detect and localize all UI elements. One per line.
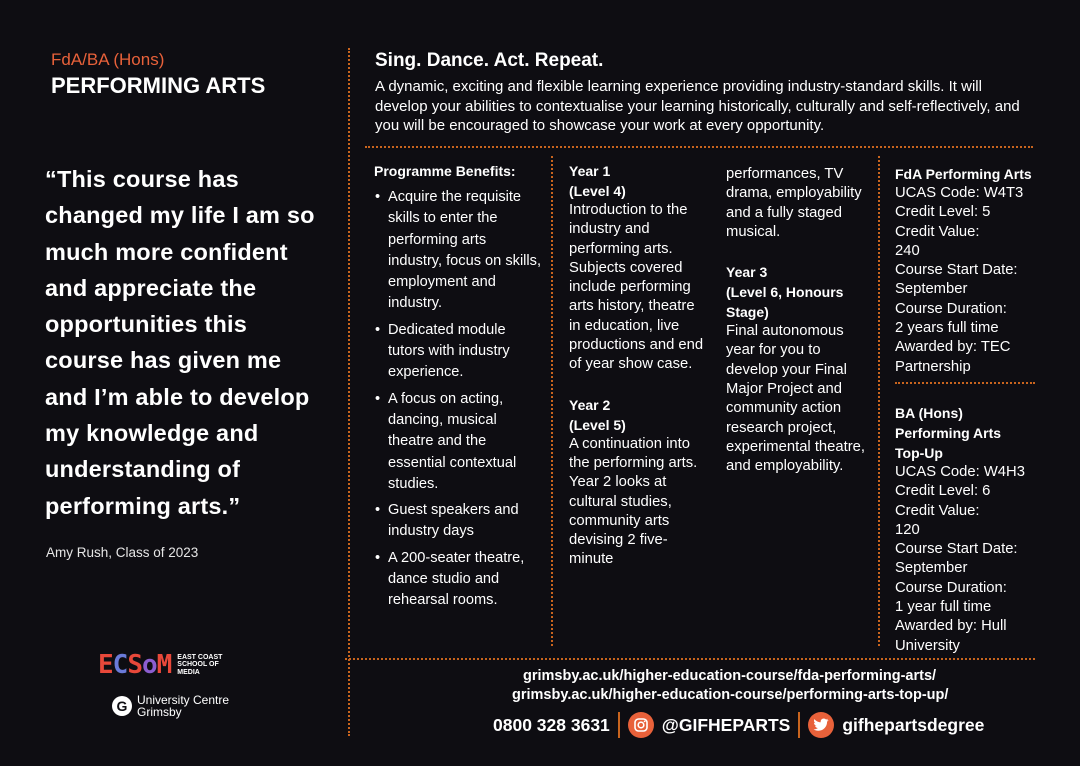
fda-credit-level: Credit Level: 5 [895,204,991,221]
headline: Sing. Dance. Act. Repeat. [375,50,604,71]
left-column-divider [348,48,350,736]
ba-awarded: Awarded by: Hull University [895,618,1007,654]
ecsom-logo-subtitle: EAST COAST SCHOOL OF MEDIA [177,653,223,676]
ba-start-label: Course Start Date: [895,541,1018,558]
ba-credit-value: 120 [895,521,920,538]
years-column-2 [726,165,876,477]
fda-start-label: Course Start Date: [895,262,1018,279]
contact-bar [493,712,984,738]
benefit-item: • A focus on acting, dancing, musical theatre and the essential contextual studies. [374,389,542,495]
instagram-handle[interactable]: @GIFHEPARTS [661,714,791,735]
year3-title: Year 3 [726,264,768,281]
year2-level: (Level 5) [569,416,626,433]
ecsom-logo-mark: ECSoM [98,650,172,680]
twitter-icon[interactable] [808,712,834,738]
course-title: PERFORMING ARTS [51,73,266,98]
ba-duration: 1 year full time [895,599,992,616]
years-column-1 [569,161,709,570]
ucg-line2: Grimsby [137,705,182,719]
student-quote: “This course has changed my life I am so much more confident and appreciate the opportunities this course has given me and I’m able to develop my knowledge and understanding of performing arts.” [45,166,315,519]
fda-ucas: UCAS Code: W4T3 [895,185,1024,201]
fda-credit-value: 240 [895,242,920,259]
benefit-item: • Acquire the requisite skills to enter the performing arts industry, focus on skills, employment and industry. [374,187,542,315]
year1-description: Introduction to the industry and performing arts. Subjects covered include performing arts history, theatre in education, live productions and end of year show case. [569,202,704,373]
year2-description: A continuation into the performing arts. Year 2 looks at cultural studies, community arts devising 2 five-minute [569,435,698,568]
ba-start: September [895,560,968,577]
phone-number[interactable]: 0800 328 3631 [493,714,610,735]
fda-duration: 2 years full time [895,320,999,337]
fda-course-link[interactable]: grimsby.ac.uk/higher-education-course/fda-performing-arts/ [523,668,937,684]
benefit-item: • A 200-seater theatre, dance studio and rehearsal rooms. [374,548,542,612]
quote-attribution: Amy Rush, Class of 2023 [46,545,199,560]
year2-description-continued: performances, TV drama, employability and a fully staged musical. [726,166,862,240]
intro-paragraph: A dynamic, exciting and flexible learning experience providing industry-standard skills. It will develop your abilities to contextualise your learning historically, culturally and self-reflectively, and you will be encouraged to showcase your work at every opportunity. [375,78,1020,134]
year3-description: Final autonomous year for you to develop your Final Major Project and community action research project, experimental theatre, and employability. [726,323,866,475]
benefit-item: • Guest speakers and industry days [374,500,542,543]
benefits-list [374,187,542,612]
fda-credit-value-label: Credit Value: [895,223,980,240]
fda-duration-label: Course Duration: [895,300,1007,317]
year1-title: Year 1 [569,163,611,179]
separator [798,712,800,738]
benefits-title: Programme Benefits: [374,163,516,179]
twitter-handle[interactable]: gifhepartsdegree [842,714,985,735]
year2-title: Year 2 [569,396,611,413]
intro-divider [365,146,1033,148]
university-centre-grimsby-logo [112,694,229,718]
ba-duration-label: Course Duration: [895,579,1007,596]
ecsom-logo [98,652,227,678]
year3-level: (Level 6, Honours Stage) [726,284,844,321]
university-g-icon: G [112,696,132,716]
year1-level: (Level 4) [569,183,626,199]
ba-credit-level: Credit Level: 6 [895,483,991,500]
programme-benefits [374,161,542,617]
fda-awarded: Awarded by: TEC Partnership [895,339,1011,375]
course-info [895,164,1045,656]
ba-credit-value-label: Credit Value: [895,502,980,519]
ba-title-line3: Top-Up [895,444,943,461]
fda-title: FdA Performing Arts [895,166,1032,182]
benefit-item: • Dedicated module tutors with industry experience. [374,320,542,384]
ba-title-line2: Performing Arts [895,424,1002,441]
ba-ucas: UCAS Code: W4H3 [895,463,1025,480]
fda-start: September [895,281,968,298]
instagram-icon[interactable] [628,712,654,738]
benefits-divider [551,156,553,646]
years-divider [878,156,880,646]
degree-label: FdA/BA (Hons) [51,50,165,69]
topup-course-link[interactable]: grimsby.ac.uk/higher-education-course/performing-arts-top-up/ [512,687,949,703]
footer-divider [345,658,1035,660]
separator [618,712,620,738]
ba-title-line1: BA (Hons) [895,404,963,421]
footer-links [362,667,1080,705]
ucg-line1: University Centre [137,693,230,707]
